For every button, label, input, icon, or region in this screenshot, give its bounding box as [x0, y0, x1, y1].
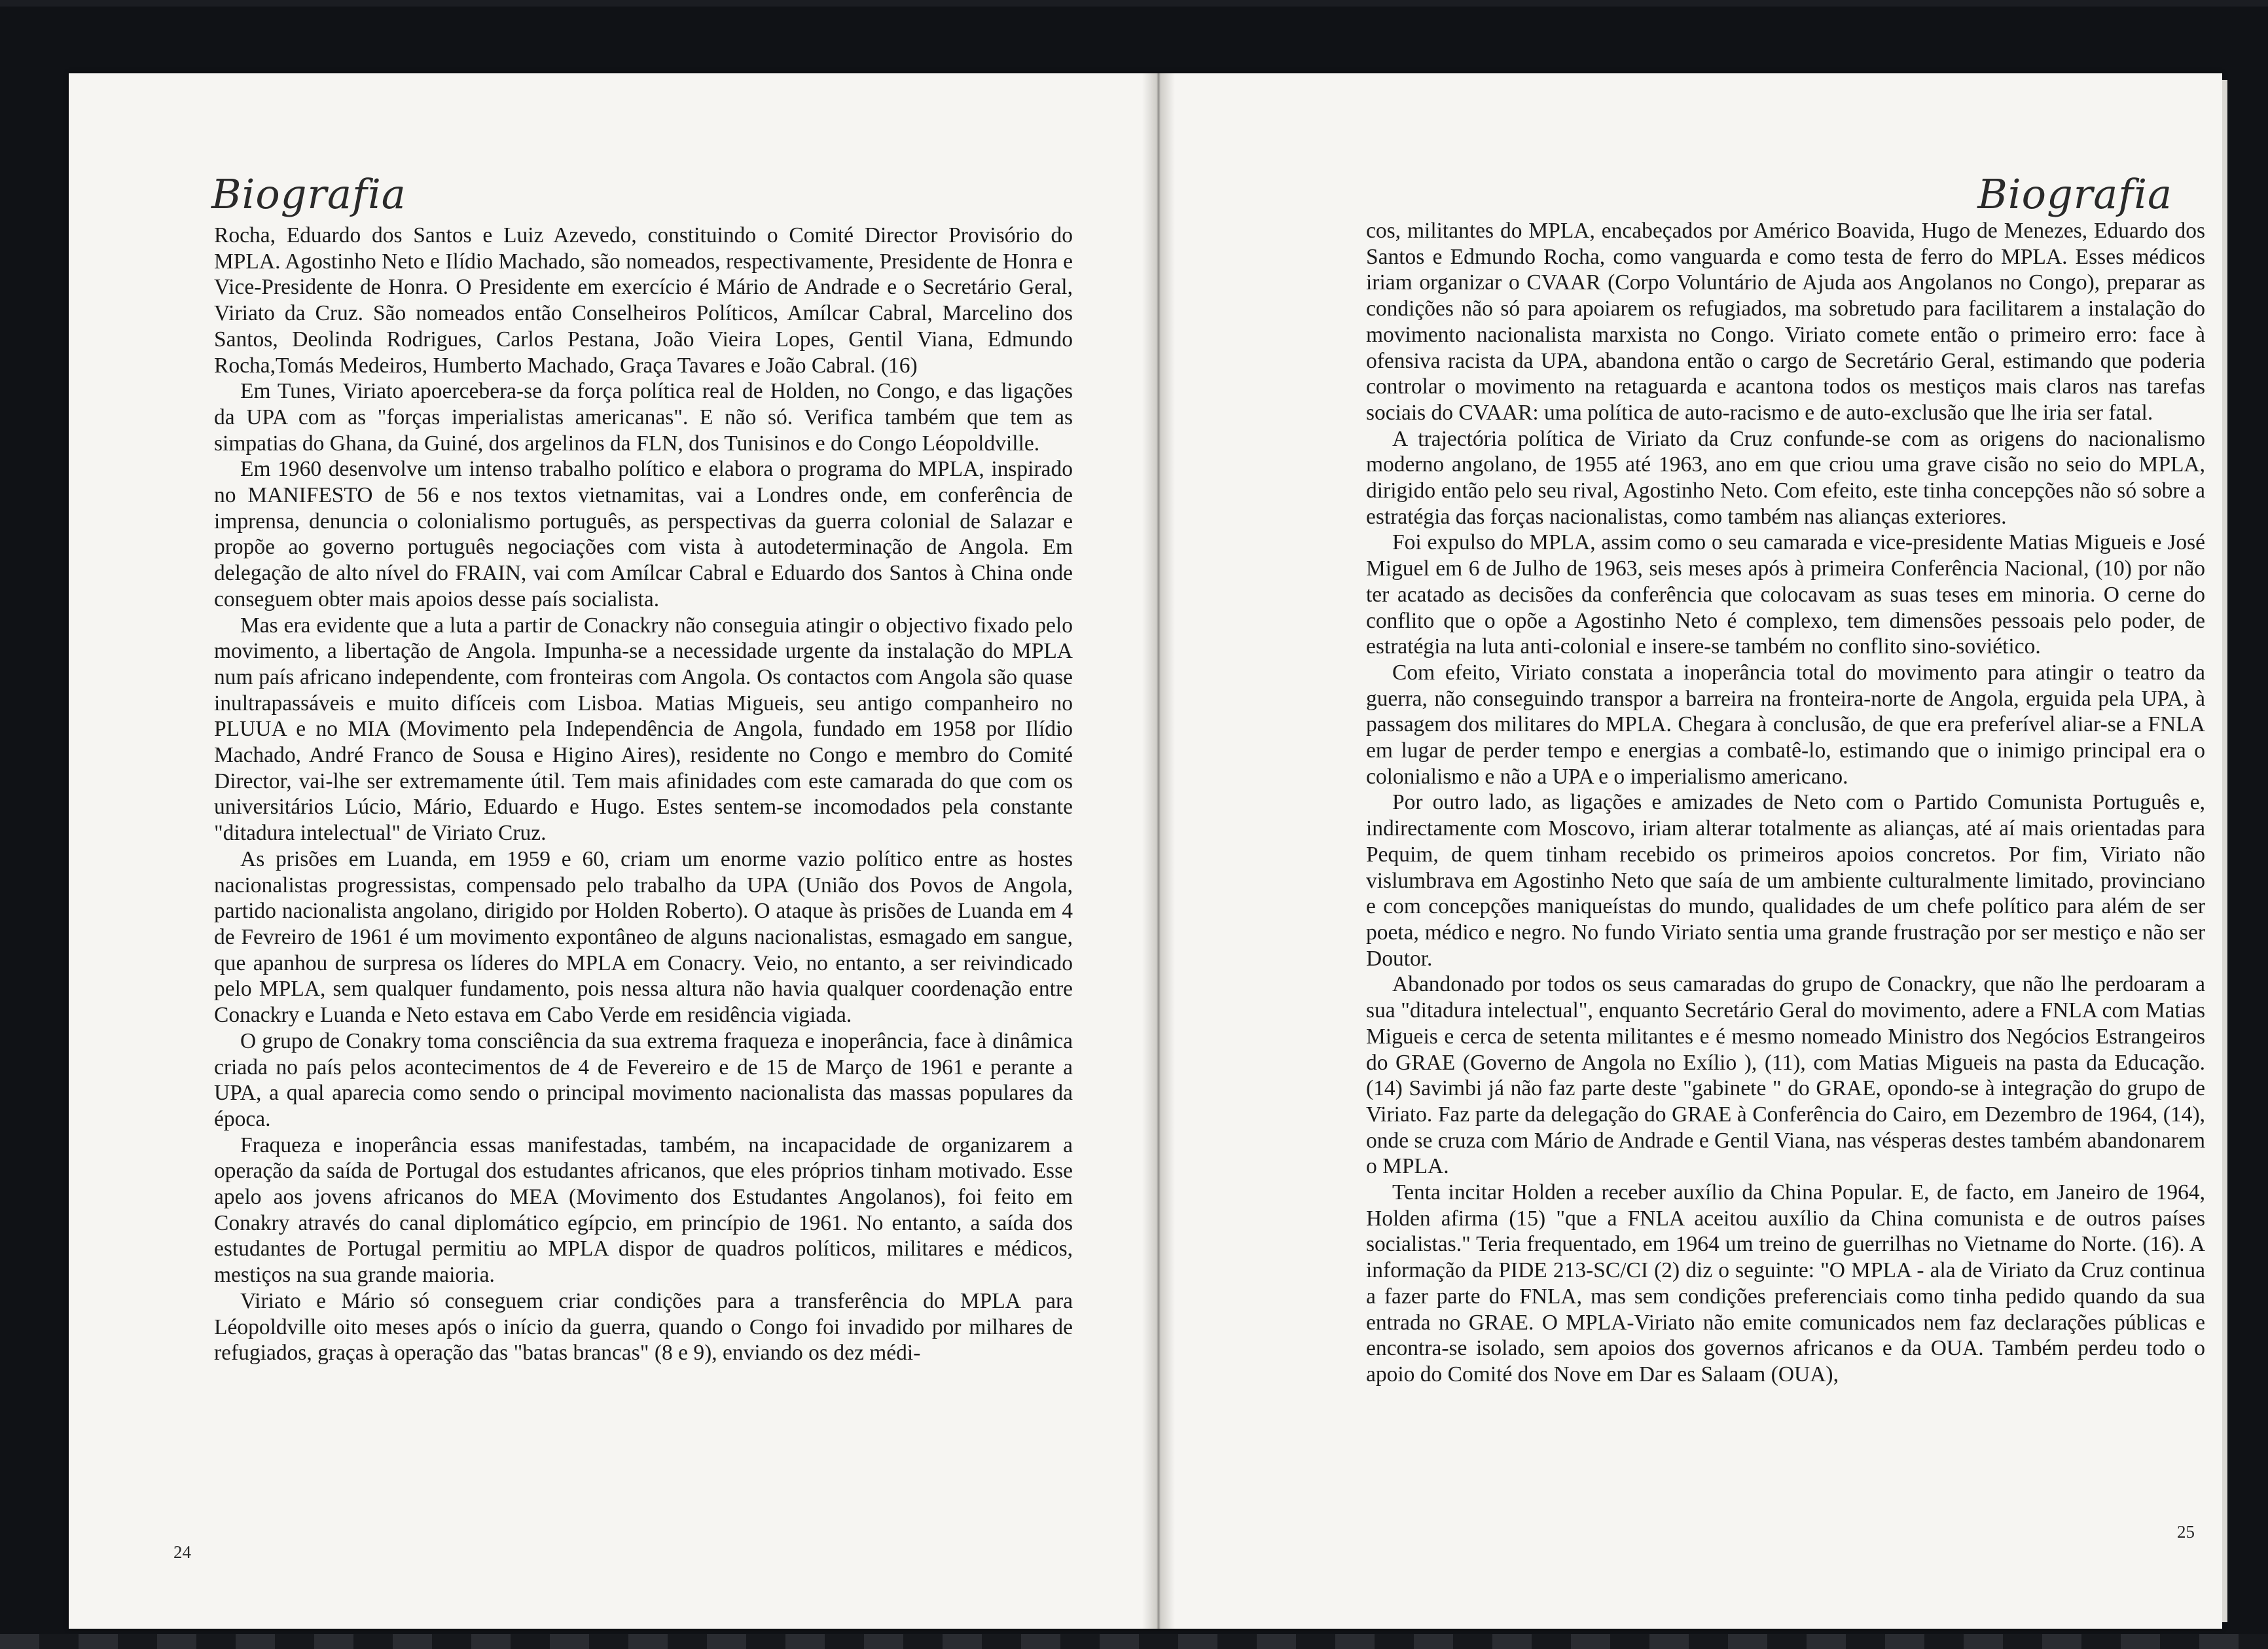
page-edge: [2222, 80, 2227, 1622]
left-running-head: Biografia: [211, 170, 406, 218]
scan-border-bottom: [0, 1634, 2268, 1649]
left-page: [69, 73, 1142, 1629]
left-paragraph-1: Rocha, Eduardo dos Santos e Luiz Azevedo, constituindo o Comité Director Provisório do MPLA. Agostinho Neto e Ilídio Machado, são nomeados, respectivamente, Presidente de Honra e Vice-Presidente de Honra. O Presidente em exercício é Mário de Andrade e o Secretário Geral, Viriato da Cruz. São nomeados então Conselheiros Políticos, Amílcar Cabral, Marcelino dos Santos, Deolinda Rodrigues, Carlos Pestana, João Vieira Lopes, Gentil Viana, Edmundo Rocha,Tomás Medeiros, Humberto Machado, Graça Tavares e João Cabral. (16): [214, 223, 1073, 378]
right-paragraph-3: Foi expulso do MPLA, assim como o seu camarada e vice-presidente Matias Migueis e José Miguel em 6 de Julho de 1963, seis meses após à primeira Conferência Nacional, (10) por não ter acatado as decisões da conferência que colocavam as suas teses em minoria. O cerne do conflito que o opõe a Agostinho Neto é complexo, tem dimensões pessoais pelo poder, de estratégia na luta anti-colonial e insere-se também no conflito sino-soviético.: [1366, 530, 2205, 659]
left-page-number: 24: [173, 1542, 191, 1562]
left-paragraph-2: Em Tunes, Viriato apoercebera-se da força política real de Holden, no Congo, e das ligações da UPA com as "forças imperialistas americanas". E não só. Verifica também que tem as simpatias do Ghana, da Guiné, dos argelinos da FLN, dos Tunisinos e do Congo Léopoldville.: [214, 379, 1073, 456]
left-text-block: [214, 223, 1073, 1366]
book-spread: [69, 73, 2222, 1629]
book-gutter: [1142, 73, 1175, 1629]
right-paragraph-6: Abandonado por todos os seus camaradas do grupo de Conackry, que não lhe perdoaram a sua "ditadura intelectual", enquanto Secretário Geral do movimento, adere a FNLA com Matias Migueis e cerca de setenta militantes e é mesmo nomeado Ministro dos Negócios Estrangeiros do GRAE (Governo de Angola no Exílio ), (11), com Matias Migueis na pasta da Educação.(14) Savimbi já não faz parte deste "gabinete " do GRAE, opondo-se à integração do grupo de Viriato. Faz parte da delegação do GRAE à Conferência do Cairo, em Dezembro de 1964, (14), onde se cruza com Mário de Andrade e Gentil Viana, nas vésperas destes também abandonarem o MPLA.: [1366, 972, 2205, 1179]
left-paragraph-8: Viriato e Mário só conseguem criar condições para a transferência do MPLA para Léopoldville oito meses após o início da guerra, quando o Congo foi invadido por milhares de refugiados, graças à operação das "batas brancas" (8 e 9), enviando os dez médi-: [214, 1288, 1073, 1366]
right-text-block: [1366, 218, 2205, 1388]
right-page: [1175, 73, 2222, 1629]
left-paragraph-7: Fraqueza e inoperância essas manifestadas, também, na incapacidade de organizarem a operação da saída de Portugal dos estudantes africanos, que eles próprios tinham motivado. Esse apelo aos jovens africanos do MEA (Movimento dos Estudantes Angolanos), foi feito em Conakry através do canal diplomático egípcio, em princípio de 1961. No entanto, a saída dos estudantes de Portugal permitiu ao MPLA dispor de quadros políticos, militares e médicos, mestiços na sua grande maioria.: [214, 1133, 1073, 1288]
right-paragraph-1: cos, militantes do MPLA, encabeçados por Américo Boavida, Hugo de Menezes, Eduardo dos Santos e Edmundo Rocha, como vanguarda e como testa de ferro do MPLA. Esses médicos iriam organizar o CVAAR (Corpo Voluntário de Ajuda aos Angolanos no Congo), preparar as condições não só para apoiarem os refugiados, ma sobretudo para facilitarem a instalação do movimento nacionalista marxista no Congo. Viriato comete então o primeiro erro: face à ofensiva racista da UPA, abandona então o cargo de Secretário Geral, estimando que poderia controlar o movimento na retaguarda e acantona todos os mestiços mais claros nas tarefas sociais do CVAAR: uma política de auto-racismo e de auto-exclusão que lhe iria ser fatal.: [1366, 219, 2205, 425]
left-paragraph-3: Em 1960 desenvolve um intenso trabalho político e elabora o programa do MPLA, inspirado no MANIFESTO de 56 e nos textos vietnamitas, vai a Londres onde, em conferência de imprensa, denuncia o colonialismo português, as perspectivas da guerra colonial de Salazar e propõe ao governo português negociações com vista à autodeterminação de Angola. Em delegação de alto nível do FRAIN, vai com Amílcar Cabral e Eduardo dos Santos à China onde conseguem obter mais apoios desse país socialista.: [214, 457, 1073, 611]
left-paragraph-4: Mas era evidente que a luta a partir de Conackry não conseguia atingir o objectivo fixado pelo movimento, a libertação de Angola. Impunha-se a necessidade urgente da instalação do MPLA num país africano independente, com fronteiras com Angola. Os contactos com Angola são quase inultrapassáveis e muito difíceis com Lisboa. Matias Migueis, seu antigo companheiro no PLUUA e no MIA (Movimento pela Independência de Angola, fundado em 1958 por Ilídio Machado, André Franco de Sousa e Higino Aires), residente no Congo e membro do Comité Director, vai-lhe ser extremamente útil. Tem mais afinidades com este camarada do que com os universitários Lúcio, Mário, Eduardo e Hugo. Estes sentem-se incomodados pela constante "ditadura intelectual" de Viriato Cruz.: [214, 613, 1073, 846]
right-paragraph-7: Tenta incitar Holden a receber auxílio da China Popular. E, de facto, em Janeiro de 1964, Holden afirma (15) "que a FNLA aceitou auxílio da China comunista e de outros países socialistas." Teria frequentado, em 1964 um treino de guerrilhas no Vietname do Norte. (16). A informação da PIDE 213-SC/CI (2) diz o seguinte: "O MPLA - ala de Viriato da Cruz continua a fazer parte do FNLA, mas sem condições preferenciais como tinha pedido quando da sua entrada no GRAE. O MPLA-Viriato não emite comunicados nem faz declarações públicas e encontra-se isolado, sem apoios dos governos africanos e da OUA. Também perdeu todo o apoio do Comité dos Nove em Dar es Salaam (OUA),: [1366, 1180, 2205, 1386]
right-paragraph-5: Por outro lado, as ligações e amizades de Neto com o Partido Comunista Português e, indirectamente com Moscovo, iriam alterar totalmente as alianças, até aí mais orientadas para Pequim, de quem tinham recebido os primeiros apoios concretos. Por fim, Viriato não vislumbrava em Agostinho Neto que saía de um ambiente culturalmente limitado, provinciano e com concepções maniqueístas do mundo, qualidades de um chefe político para além de ser poeta, médico e negro. No fundo Viriato sentia uma grande frustração por ser mestiço e não ser Doutor.: [1366, 790, 2205, 971]
left-paragraph-6: O grupo de Conakry toma consciência da sua extrema fraqueza e inoperância, face à dinâmica criada no país pelos acontecimentos de 4 de Fevereiro e de 15 de Março de 1961 e perante a UPA, a qual aparecia como sendo o principal movimento nacionalista das massas populares da época.: [214, 1028, 1073, 1131]
left-paragraph-5: As prisões em Luanda, em 1959 e 60, criam um enorme vazio político entre as hostes nacionalistas progressistas, compensado pelo trabalho da UPA (União dos Povos de Angola, partido nacionalista angolano, dirigido por Holden Roberto). O ataque às prisões de Luanda em 4 de Fevreiro de 1961 é um movimento expontâneo de alguns nacionalistas, esmagado em sangue, que apanhou de surpresa os líderes do MPLA em Conacry. Veio, no entanto, a ser reivindicado pelo MPLA, sem qualquer fundamento, pois nessa altura não havia qualquer coordenação entre Conackry e Luanda e Neto estava em Cabo Verde em residência vigiada.: [214, 846, 1073, 1028]
right-paragraph-2: A trajectória política de Viriato da Cruz confunde-se com as origens do nacionalismo moderno angolano, de 1955 até 1963, ano em que criou uma grave cisão no seio do MPLA, dirigido então pelo seu rival, Agostinho Neto. Com efeito, este tinha concepções não só sobre a estratégia das forças nacionalistas, como também nas alianças exteriores.: [1366, 426, 2205, 529]
right-running-head: Biografia: [1977, 170, 2172, 218]
scan-border-top: [0, 0, 2268, 7]
right-page-number: 25: [2177, 1522, 2195, 1542]
right-paragraph-4: Com efeito, Viriato constata a inoperância total do movimento para atingir o teatro da guerra, não conseguindo transpor a barreira na fronteira-norte de Angola, erguida pela UPA, à passagem dos militares do MPLA. Chegara à conclusão, de que era preferível aliar-se a FNLA em lugar de perder tempo e energias a combatê-lo, estimando que o inimigo principal era o colonialismo e não a UPA e o imperialismo americano.: [1366, 660, 2205, 789]
